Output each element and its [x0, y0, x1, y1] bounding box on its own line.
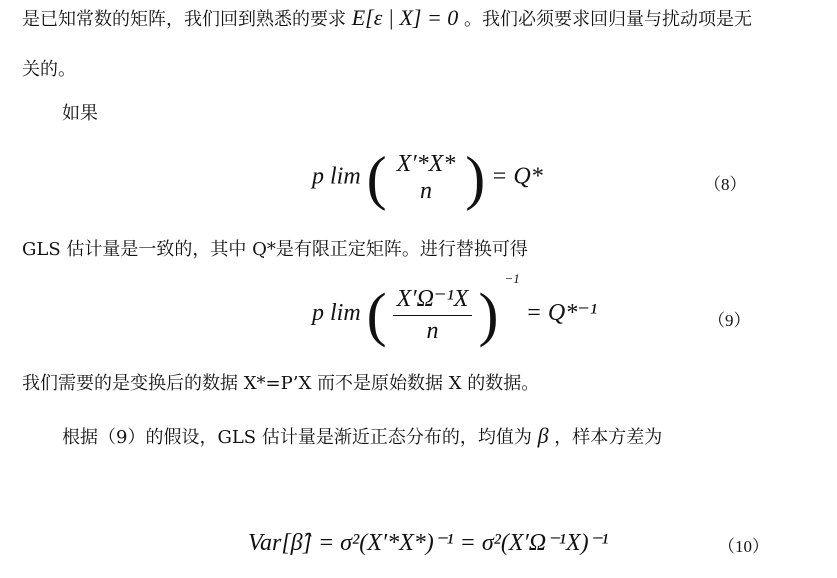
plim-operator: p lim	[312, 163, 361, 190]
equation-number: （10）	[718, 537, 769, 556]
paragraph-line-2: 关的。	[22, 59, 76, 80]
right-paren: )	[465, 145, 486, 211]
numerator: X′*X*	[396, 151, 456, 177]
paragraph-text: 。我们必须要求回归量与扰动项是无	[464, 9, 753, 30]
paragraph-text: 如果	[62, 103, 98, 124]
paragraph-line	[62, 424, 662, 450]
equation-number: （8）	[704, 175, 747, 194]
fraction	[393, 284, 473, 345]
math-expression: E[ε | X] = 0	[351, 5, 459, 30]
equation-rhs: = Q*	[491, 163, 543, 190]
equation-number: （9）	[708, 311, 751, 330]
numerator: X′Ω⁻¹X	[396, 286, 469, 312]
paragraph-text: GLS 估计量是一致的，其中 Q*是有限正定矩阵。进行替换可得	[22, 239, 528, 260]
fraction	[393, 151, 460, 205]
left-paren: (	[366, 145, 387, 211]
paragraph-text: 我们需要的是变换后的数据 X*=P’X 而不是原始数据 X 的数据。	[22, 373, 540, 394]
equation-rhs: = Q*⁻¹	[525, 300, 598, 327]
beta-symbol: β	[537, 423, 549, 448]
exponent: −1	[504, 271, 520, 287]
denominator: n	[426, 318, 439, 344]
paragraph-text: ，样本方差为	[554, 427, 663, 448]
paragraph-text: 根据（9）的假设，GLS 估计量是渐近正态分布的，均值为	[62, 427, 532, 448]
paragraph-line-1	[22, 6, 752, 32]
plim-operator: p lim	[312, 300, 361, 327]
equation-9	[312, 271, 598, 348]
paragraph-text: 是已知常数的矩阵，我们回到熟悉的要求	[22, 9, 346, 30]
equation-10: Var[β̂] = σ²(X′*X*)⁻¹ = σ²(X′Ω⁻¹X)⁻¹	[248, 530, 609, 556]
left-paren: (	[366, 281, 387, 348]
fraction-bar	[393, 315, 473, 316]
right-paren: )	[478, 281, 499, 348]
equation-8	[312, 145, 543, 211]
denominator: n	[419, 178, 432, 204]
